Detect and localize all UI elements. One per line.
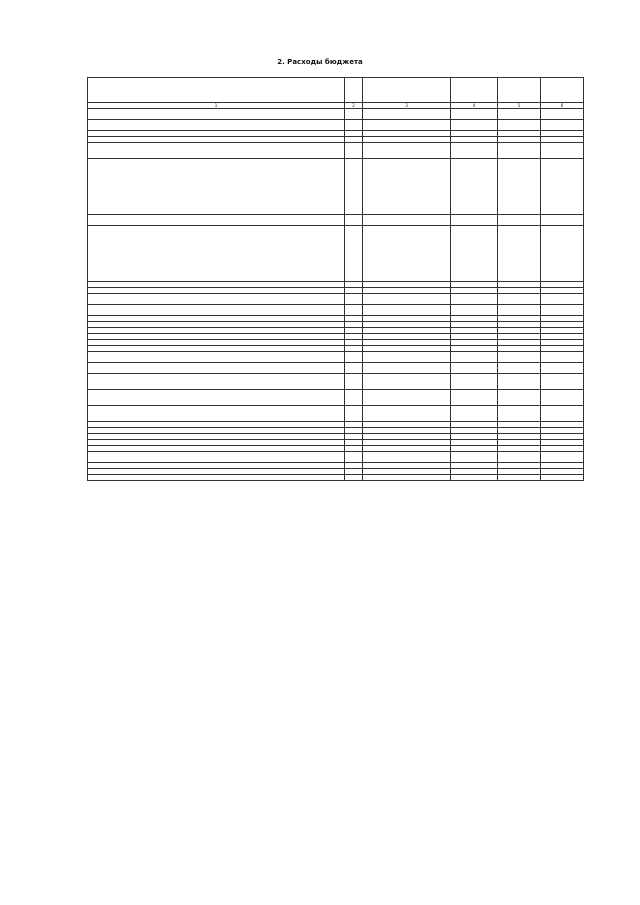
row-name xyxy=(88,294,345,305)
row-approved xyxy=(451,226,498,282)
row-line-code xyxy=(345,305,363,316)
row-executed xyxy=(498,294,541,305)
row-name xyxy=(88,226,345,282)
row-unexecuted xyxy=(541,109,584,120)
row-classification-code xyxy=(363,294,451,305)
row-executed xyxy=(498,143,541,159)
row-name xyxy=(88,215,345,226)
row-line-code xyxy=(345,374,363,390)
table-row xyxy=(88,215,584,226)
column-number: 2 xyxy=(345,103,363,109)
row-executed xyxy=(498,475,541,481)
column-header-executed xyxy=(498,78,541,103)
row-executed xyxy=(498,120,541,131)
row-classification-code xyxy=(363,305,451,316)
row-approved xyxy=(451,406,498,422)
row-classification-code xyxy=(363,406,451,422)
table-row xyxy=(88,120,584,131)
row-line-code xyxy=(345,452,363,463)
row-executed xyxy=(498,363,541,374)
row-classification-code xyxy=(363,374,451,390)
row-approved xyxy=(451,109,498,120)
row-approved xyxy=(451,143,498,159)
row-unexecuted xyxy=(541,390,584,406)
table-body xyxy=(88,109,584,481)
row-approved xyxy=(451,215,498,226)
row-executed xyxy=(498,159,541,215)
row-approved xyxy=(451,390,498,406)
row-line-code xyxy=(345,406,363,422)
table-row xyxy=(88,143,584,159)
row-approved xyxy=(451,294,498,305)
column-header-approved xyxy=(451,78,498,103)
column-header-unexecuted xyxy=(541,78,584,103)
row-name xyxy=(88,374,345,390)
row-executed xyxy=(498,109,541,120)
row-classification-code xyxy=(363,390,451,406)
row-name xyxy=(88,390,345,406)
column-number: 6 xyxy=(541,103,584,109)
budget-expenditure-table xyxy=(87,77,584,481)
row-executed xyxy=(498,352,541,363)
row-classification-code xyxy=(363,475,451,481)
row-line-code xyxy=(345,475,363,481)
row-classification-code xyxy=(363,215,451,226)
table-row xyxy=(88,305,584,316)
row-line-code xyxy=(345,390,363,406)
row-classification-code xyxy=(363,352,451,363)
row-executed xyxy=(498,406,541,422)
table-row xyxy=(88,363,584,374)
row-name xyxy=(88,109,345,120)
table-row xyxy=(88,226,584,282)
row-executed xyxy=(498,390,541,406)
row-line-code xyxy=(345,215,363,226)
row-name xyxy=(88,159,345,215)
row-approved xyxy=(451,352,498,363)
row-unexecuted xyxy=(541,352,584,363)
row-approved xyxy=(451,305,498,316)
table-row xyxy=(88,390,584,406)
row-name xyxy=(88,352,345,363)
row-approved xyxy=(451,159,498,215)
row-unexecuted xyxy=(541,294,584,305)
row-line-code xyxy=(345,159,363,215)
row-classification-code xyxy=(363,452,451,463)
row-line-code xyxy=(345,226,363,282)
row-name xyxy=(88,120,345,131)
table-row xyxy=(88,159,584,215)
row-approved xyxy=(451,374,498,390)
table-row xyxy=(88,406,584,422)
row-classification-code xyxy=(363,120,451,131)
row-executed xyxy=(498,452,541,463)
row-line-code xyxy=(345,294,363,305)
row-classification-code xyxy=(363,109,451,120)
column-number: 4 xyxy=(451,103,498,109)
row-classification-code xyxy=(363,363,451,374)
row-unexecuted xyxy=(541,406,584,422)
row-name xyxy=(88,363,345,374)
section-title: 2. Расходы бюджета xyxy=(277,58,363,66)
column-number: 5 xyxy=(498,103,541,109)
table-row xyxy=(88,294,584,305)
row-classification-code xyxy=(363,159,451,215)
row-unexecuted xyxy=(541,143,584,159)
row-approved xyxy=(451,475,498,481)
row-line-code xyxy=(345,363,363,374)
table-header-row xyxy=(88,78,584,103)
row-name xyxy=(88,305,345,316)
row-name xyxy=(88,475,345,481)
row-classification-code xyxy=(363,226,451,282)
row-executed xyxy=(498,226,541,282)
column-header-name xyxy=(88,78,345,103)
table-row xyxy=(88,475,584,481)
row-name xyxy=(88,452,345,463)
column-header-classification-code xyxy=(363,78,451,103)
table-row xyxy=(88,352,584,363)
column-number: 1 xyxy=(88,103,345,109)
column-header-line-code xyxy=(345,78,363,103)
row-line-code xyxy=(345,109,363,120)
row-unexecuted xyxy=(541,452,584,463)
row-unexecuted xyxy=(541,374,584,390)
row-executed xyxy=(498,215,541,226)
table-row xyxy=(88,452,584,463)
row-approved xyxy=(451,363,498,374)
row-approved xyxy=(451,452,498,463)
row-line-code xyxy=(345,120,363,131)
column-number: 3 xyxy=(363,103,451,109)
row-name xyxy=(88,406,345,422)
table-row xyxy=(88,109,584,120)
row-executed xyxy=(498,374,541,390)
row-unexecuted xyxy=(541,363,584,374)
row-line-code xyxy=(345,352,363,363)
row-line-code xyxy=(345,143,363,159)
row-classification-code xyxy=(363,143,451,159)
row-approved xyxy=(451,120,498,131)
table-row xyxy=(88,374,584,390)
row-name xyxy=(88,143,345,159)
row-executed xyxy=(498,305,541,316)
row-unexecuted xyxy=(541,120,584,131)
row-unexecuted xyxy=(541,305,584,316)
row-unexecuted xyxy=(541,215,584,226)
row-unexecuted xyxy=(541,159,584,215)
row-unexecuted xyxy=(541,226,584,282)
row-unexecuted xyxy=(541,475,584,481)
